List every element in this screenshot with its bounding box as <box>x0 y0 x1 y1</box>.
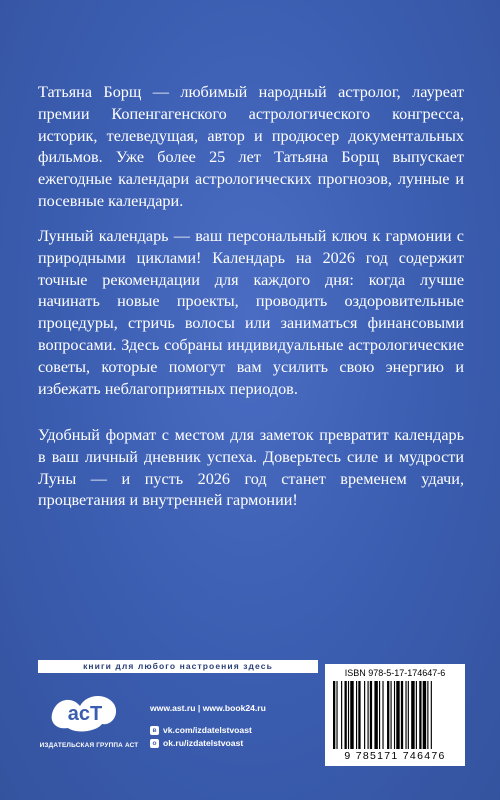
isbn-number: ISBN 978-5-17-174647-6 <box>344 668 446 678</box>
barcode-bar <box>396 681 399 749</box>
barcode-bar <box>333 681 335 749</box>
barcode-bar <box>382 681 383 749</box>
barcode-bar <box>391 681 392 749</box>
barcode-bar <box>350 681 353 749</box>
vk-icon: в <box>150 726 159 735</box>
logo-wordmark: acT <box>67 703 103 725</box>
ast-logo-icon <box>50 686 120 736</box>
book-description-paragraph: Лунный календарь — ваш персональный ключ к гармонии с природными циклами! Календарь на 2026 год содержит точные рекомендации для каждого дня: когда лучше начинать новые проекты, проводить оздоровительные процедуры, стричь волосы или заниматься финансовыми вопросами. Здесь собраны индивидуальные астрологические советы, которые помогут вам усилить свою энергию и избежать неблагоприятных периодов. <box>38 227 464 398</box>
barcode-bar <box>358 681 360 749</box>
publisher-links <box>150 702 266 750</box>
barcode-bar <box>408 681 409 749</box>
barcode-bar <box>341 681 342 749</box>
barcode-bar <box>368 681 369 749</box>
barcode-bar <box>356 681 357 749</box>
barcode-bar <box>401 681 403 749</box>
barcode-bar <box>364 681 365 749</box>
book-format-paragraph: Удобный формат с местом для заметок превратит календарь в ваш личный дневник успеха. Доверьтесь силе и мудрости Луны — и пусть 2026 год станет временем удачи, процветания и внутренней гармонии! <box>38 426 464 510</box>
barcode-bar <box>427 681 428 749</box>
barcode-bar <box>387 681 389 749</box>
ok-link[interactable]: ok.ru/izdatelstvoast <box>163 738 244 748</box>
barcode-bar <box>348 681 349 749</box>
barcode-bar <box>370 681 372 749</box>
barcode-bar <box>423 681 426 749</box>
barcode-icon <box>333 681 457 749</box>
vk-link[interactable]: vk.com/izdatelstvoast <box>163 725 252 735</box>
barcode-bar <box>405 681 406 749</box>
barcode-bar <box>411 681 414 749</box>
vk-link-row[interactable] <box>150 724 266 737</box>
barcode-bar <box>394 681 395 749</box>
barcode-bar <box>419 681 421 749</box>
ok-icon: о <box>150 739 159 748</box>
barcode-bar <box>374 681 377 749</box>
ok-link-row[interactable] <box>150 737 266 750</box>
barcode-bar <box>379 681 380 749</box>
barcode-bar <box>416 681 417 749</box>
barcode-digits: 9 785171 746476 <box>344 750 446 762</box>
barcode-bar <box>336 681 337 749</box>
barcode-bar <box>345 681 347 749</box>
author-bio-paragraph: Татьяна Борщ — любимый народный астролог, лауреат премии Копенгагенского астрологического конгресса, историк, телеведущая, автор и продюсер документальных фильмов. Уже более 25 лет Татьяна Борщ выпускает ежегодные календари астрологических прогнозов, лунные и посевные календари. <box>38 83 464 210</box>
barcode-panel <box>325 664 465 766</box>
publisher-name: ИЗДАТЕЛЬСКАЯ ГРУППА АСТ <box>39 742 139 749</box>
website-links[interactable]: www.ast.ru | www.book24.ru <box>150 703 266 713</box>
tagline-banner: книги для любого настроения здесь <box>38 660 318 673</box>
barcode-bar <box>431 681 432 749</box>
